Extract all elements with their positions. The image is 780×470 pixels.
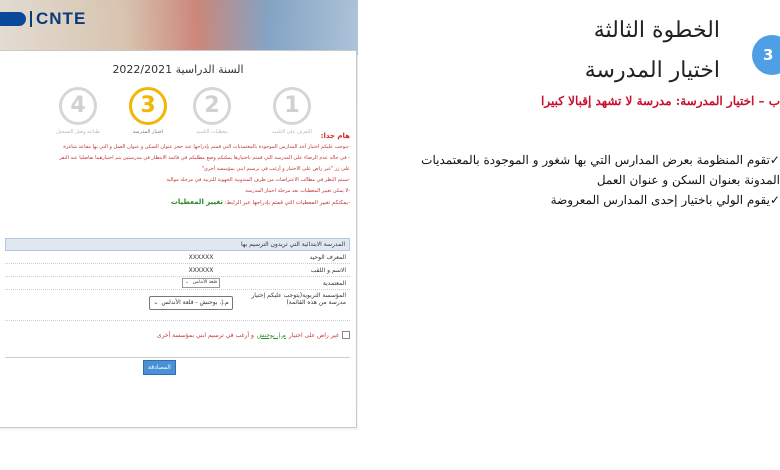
school-label: المؤسسة التربوية(يتوجب عليكم إختيار مدرسة من هذه القائمة) bbox=[251, 292, 346, 306]
bullet-item-continued: المدونة بعنوان السكن و عنوان العمل bbox=[596, 173, 780, 187]
step-2 bbox=[182, 87, 242, 135]
form-row-id bbox=[5, 251, 350, 264]
change-data-line bbox=[5, 198, 350, 207]
notice-line: - في حالة عدم الرضاء على المدرسة التي قمتم باختيارها يمكنكم وضع مطلبكم في قائمة الانتظار في مدرستين يتم اختيارهما تفاضليا عند النقر bbox=[59, 155, 350, 161]
notice-line: -سيتم النظر في مطالب الاعتراضات من طرف المندوبية الجهوية للتربية في مرحلة موالية bbox=[166, 177, 350, 183]
step-4 bbox=[48, 87, 108, 135]
logo-separator bbox=[30, 11, 32, 27]
step-1-number: 1 bbox=[273, 87, 311, 125]
form-divider bbox=[5, 357, 350, 358]
chevron-down-icon: ⌄ bbox=[185, 280, 189, 285]
objection-school: م.إ. بوحنش bbox=[256, 331, 286, 339]
bullet-item: ✓تقوم المنظومة بعرض المدارس التي بها شغور و الموجودة بالمعتمديات bbox=[421, 153, 780, 167]
school-value: م.إ. بوحنش - قلعة الأندلس bbox=[161, 299, 229, 306]
form-header: المدرسة الابتدائية التي تريدون الترسيم بها bbox=[5, 238, 350, 251]
name-value: XXXXXX bbox=[188, 266, 214, 274]
slide-bullets bbox=[370, 150, 780, 210]
slide-title-line2: اختيار المدرسة bbox=[584, 58, 720, 83]
notice-title: هام جدا: bbox=[320, 132, 350, 140]
submit-button[interactable]: المصادقة bbox=[143, 360, 176, 375]
form-row-name bbox=[5, 264, 350, 277]
notice-line: على زر "غير راض على الاختيار و أرغب في ترسيم ابني بمؤسسة أخرى" bbox=[201, 166, 350, 172]
step-3-number: 3 bbox=[129, 87, 167, 125]
change-data-link[interactable]: تغيير المعطيات bbox=[170, 198, 223, 206]
subtitle-lead: ب – اختيار المدرسة: bbox=[675, 94, 780, 108]
objection-suffix: و أرغب في ترسيم ابني بمؤسسة أخرى bbox=[156, 331, 254, 339]
important-notice bbox=[5, 132, 350, 210]
name-label: الاسم و اللقب bbox=[310, 266, 346, 274]
notice-line: -يتوجب عليكم اختيار أحد المدارس الموجودة بالمعتمديات التي قمتم بإدراجها عند حجز عنوان السكن و عنوان العمل و التي بها مقاعد شاغرة bbox=[63, 144, 350, 150]
school-year: السنة الدراسية 2022/2021 bbox=[112, 63, 244, 76]
slide-title-line1: الخطوة الثالثة bbox=[593, 18, 720, 43]
step-3 bbox=[118, 87, 178, 135]
cnte-logo bbox=[0, 8, 86, 30]
objection-prefix: غير راض على اختيار bbox=[288, 331, 339, 339]
form-row-delegation bbox=[5, 277, 350, 290]
step-1-label: التعرف على التلميذ bbox=[272, 129, 312, 135]
school-cell bbox=[146, 292, 236, 310]
id-value: XXXXXX bbox=[188, 253, 214, 261]
logo-mark-icon bbox=[0, 12, 26, 26]
step-number-badge: 3 bbox=[752, 35, 780, 75]
platform-screenshot bbox=[0, 0, 358, 430]
objection-checkbox[interactable] bbox=[342, 331, 350, 339]
slide-subtitle bbox=[460, 94, 780, 108]
delegation-cell bbox=[156, 278, 246, 288]
notice-line: -لا يمكن تغيير المعطيات بعد مرحلة اختيار المدرسة bbox=[245, 188, 350, 194]
school-select[interactable] bbox=[149, 296, 232, 310]
step-2-label: معطيات التلميذ bbox=[196, 129, 228, 135]
bullet-item: ✓يقوم الولي باختيار إحدى المدارس المعروضة bbox=[550, 193, 780, 207]
step-2-number: 2 bbox=[193, 87, 231, 125]
id-label: المعرف الوحيد bbox=[309, 253, 346, 261]
school-selection-form bbox=[5, 238, 350, 358]
subtitle-rest: مدرسة لا تشهد إقبالا كبيرا bbox=[541, 94, 672, 108]
step-1 bbox=[262, 87, 322, 135]
delegation-value: قلعة الأندلس bbox=[192, 280, 217, 285]
objection-option[interactable] bbox=[5, 331, 350, 339]
step-4-label: طباعة وصل التسجيل bbox=[56, 129, 100, 135]
form-row-school bbox=[5, 290, 350, 321]
step-3-label: اختيار المدرسة bbox=[132, 129, 164, 135]
chevron-down-icon: ⌄ bbox=[153, 299, 159, 306]
step-4-number: 4 bbox=[59, 87, 97, 125]
delegation-select[interactable] bbox=[182, 278, 220, 288]
delegation-label: المعتمدية bbox=[322, 279, 346, 287]
change-data-prefix: -يمكنكم تغيير المعطيات التي قمتم بإدراجها عبر الرابط: bbox=[224, 200, 350, 206]
logo-text: CNTE bbox=[36, 9, 87, 28]
